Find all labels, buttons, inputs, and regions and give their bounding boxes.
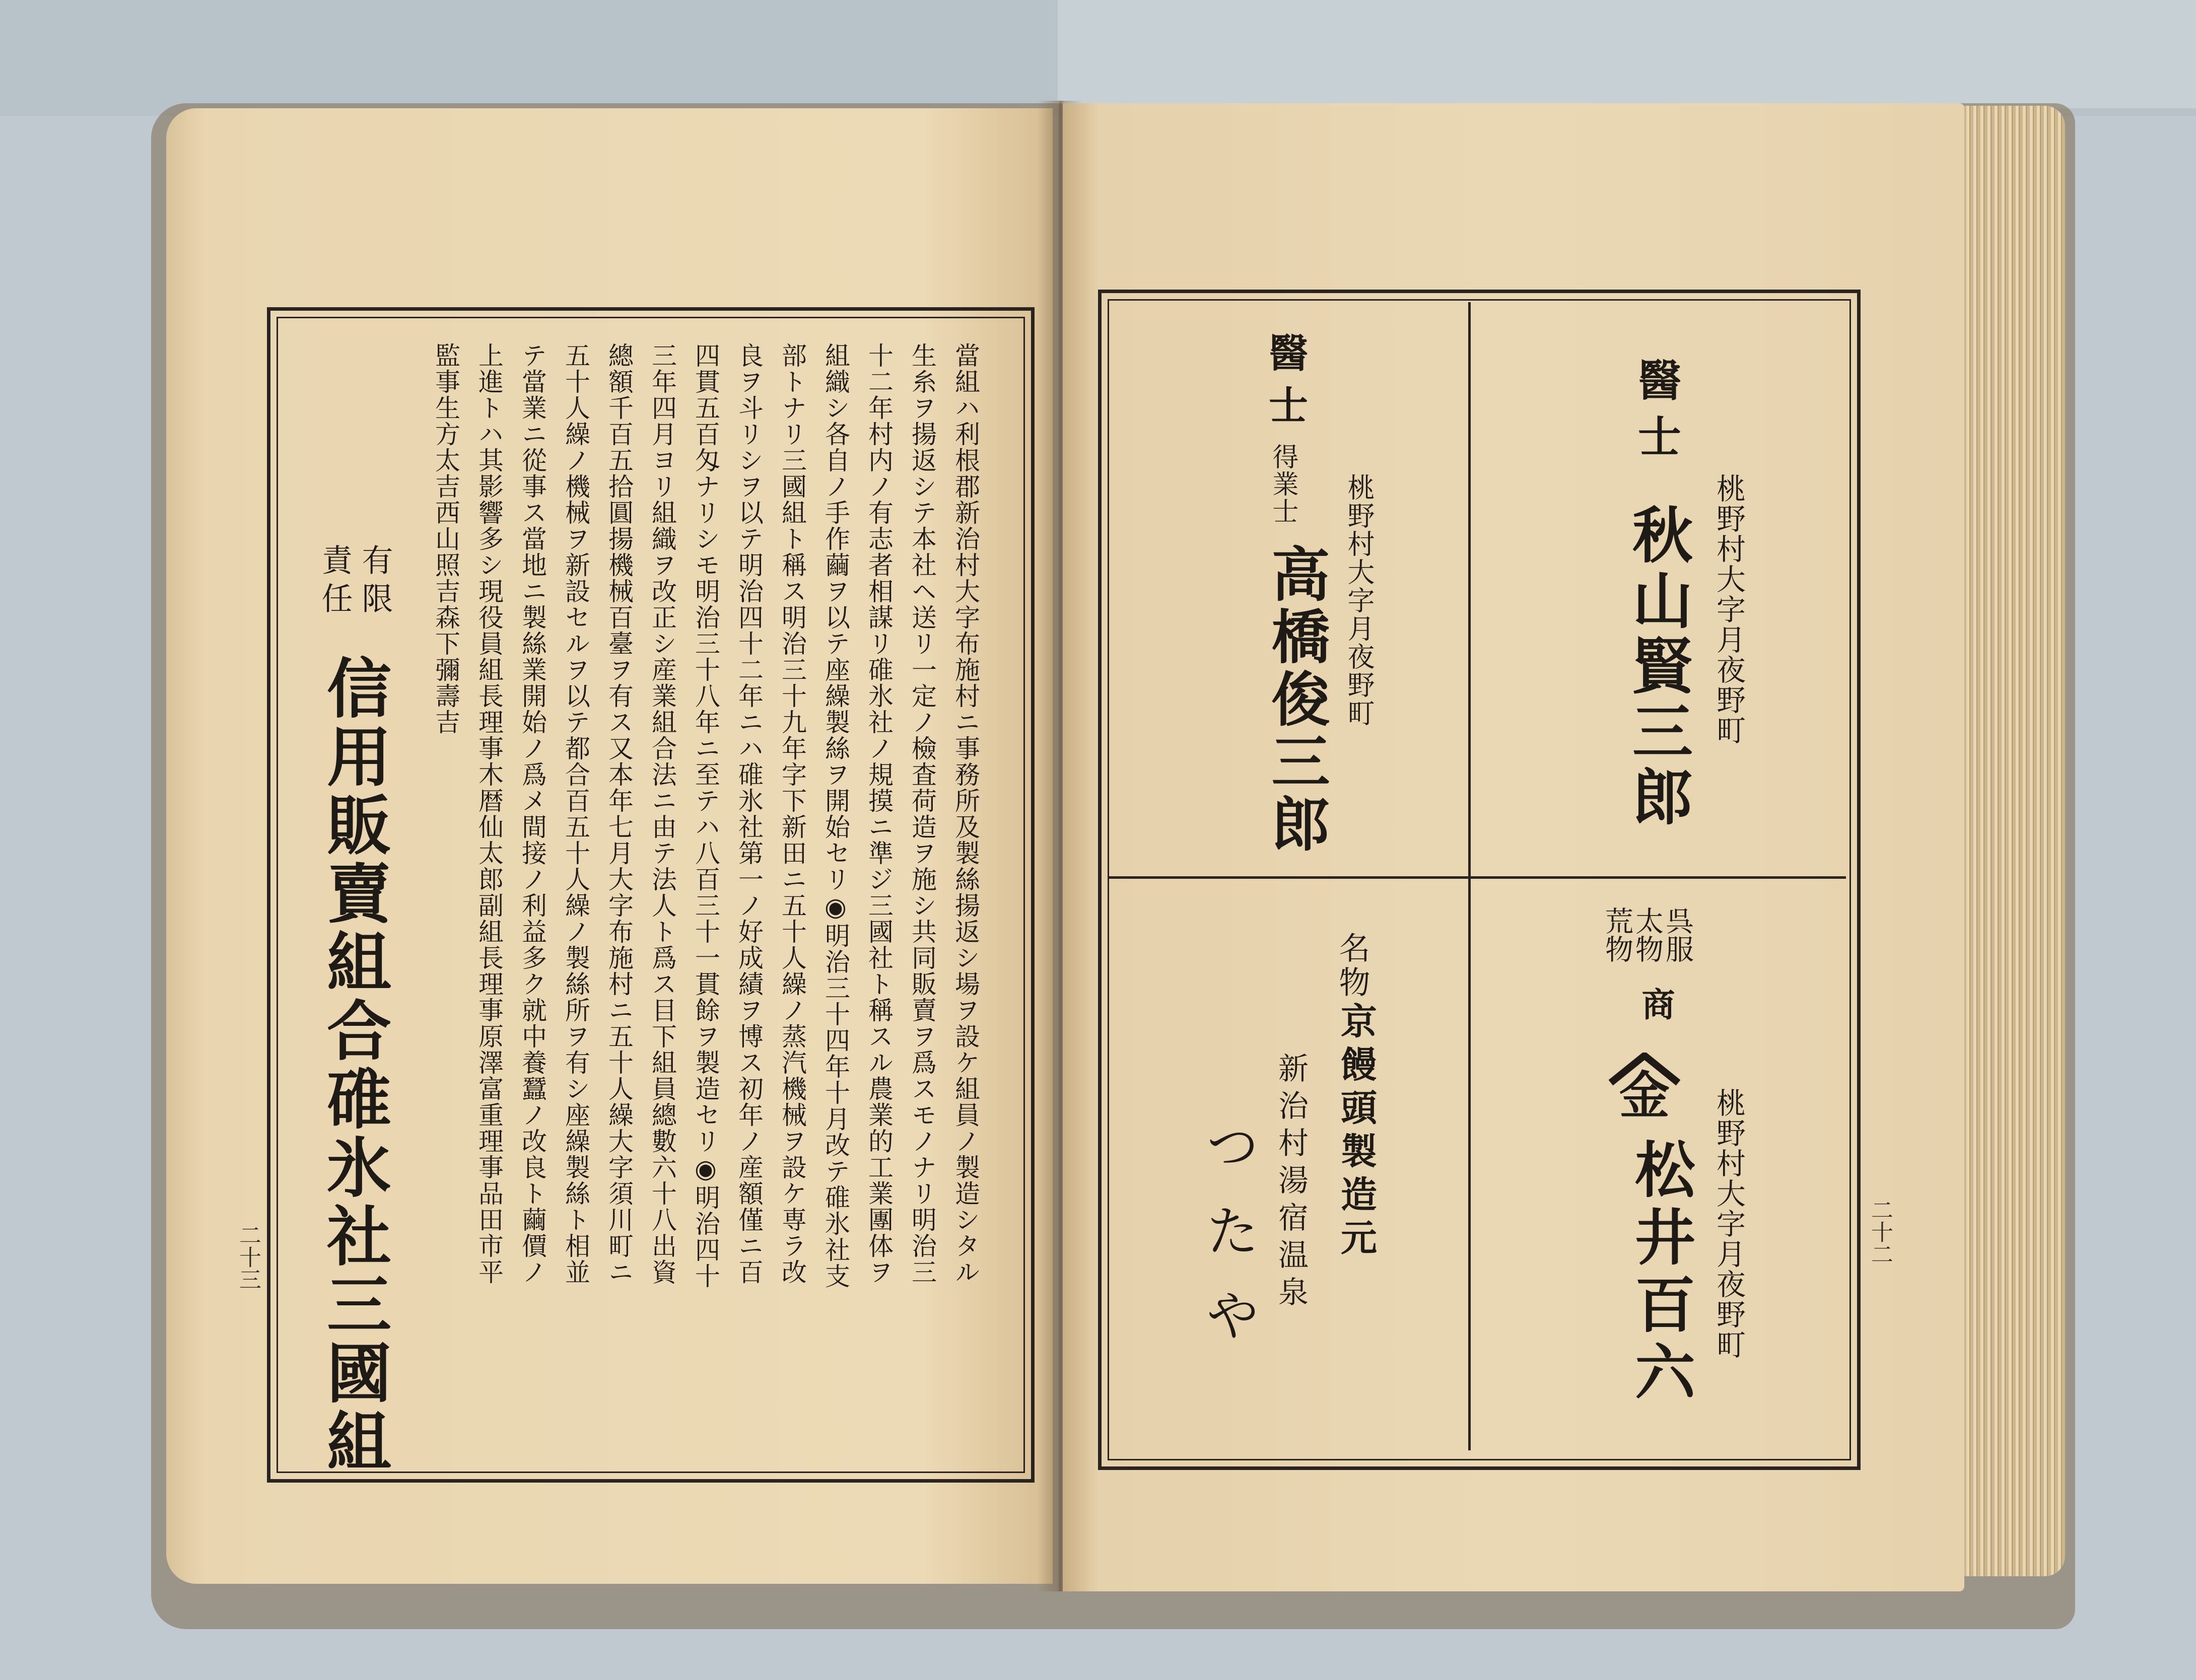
ad2-subtitle: 得業士 — [1268, 443, 1298, 525]
body-line: 部トナリ三國組ト稱ス明治三十九年字下新田ニ五十人繰ノ蒸汽機械ヲ設ケ専ラ改 — [778, 342, 807, 1285]
body-line: 生糸ヲ揚返シテ本社ヘ送リ一定ノ檢査荷造ヲ施シ共同販賣ヲ爲スモノナリ明治三 — [908, 342, 937, 1285]
ad1-name: 秋山賢三郎 — [1622, 504, 1693, 831]
ad4-name: つたや — [1196, 1118, 1259, 1372]
middle-divider — [1108, 876, 1846, 879]
ad3-category-3: 荒物 — [1601, 906, 1633, 963]
org-prefix-2: 責任 — [316, 544, 353, 620]
ad3-name: 松井百六 — [1625, 1138, 1696, 1408]
ad2-name: 高橋俊三郎 — [1262, 544, 1330, 856]
page-edges — [1949, 106, 2065, 1576]
page-number-left: 二十三 — [235, 1224, 261, 1290]
left-page-body — [413, 342, 987, 1465]
ad3-category-1: 呉服 — [1661, 906, 1694, 963]
body-line: 監事生方太吉西山照吉森下彌壽吉 — [431, 342, 460, 735]
body-line: 總額千百五拾圓揚機械百臺ヲ有ス又本年七月大字布施村ニ五十人繰大字須川町ニ — [604, 342, 634, 1285]
ad1-address: 桃野村大字月夜野町 — [1711, 473, 1746, 745]
background-strip — [1058, 0, 2196, 108]
body-line: 三年四月ヨリ組織ヲ改正シ産業組合法ニ由テ法人ト爲ス目下組員總數六十八出資 — [648, 342, 677, 1285]
body-line: テ當業ニ從事ス當地ニ製絲業開始ノ爲メ間接ノ利益多ク就中養蠶ノ改良ト繭價ノ — [518, 342, 547, 1285]
body-line: 良ヲ斗リシヲ以テ明治四十二年ニハ碓氷社第一ノ好成績ヲ博ス初年ノ産額僅ニ百 — [734, 342, 764, 1285]
page-number-right: 二十二 — [1867, 1199, 1893, 1265]
ad3-category-2: 太物 — [1631, 906, 1664, 963]
org-prefix-1: 有限 — [357, 544, 393, 620]
ad4-location: 新治村湯宿温泉 — [1273, 1053, 1309, 1313]
ad3-category-4: 商 — [1636, 987, 1675, 1020]
ad2-address: 桃野村大字月夜野町 — [1343, 473, 1375, 727]
ad1-title: 醫士 — [1630, 358, 1681, 470]
body-line: 四貫五百匁ナリシモ明治三十八年ニ至テハ八百三十一貫餘ヲ製造セリ◉明治四十 — [691, 342, 720, 1289]
body-line: 十二年村内ノ有志者相謀リ碓氷社ノ規摸ニ準ジ三國社ト稱スル農業的工業團体ヲ — [864, 342, 894, 1285]
ad4-product: 京饅頭製造元 — [1335, 1002, 1378, 1262]
org-name: 信用販賣組合碓氷社三國組 — [316, 655, 391, 1477]
ad4-label: 名物 — [1334, 932, 1370, 1000]
body-line: 當組ハ利根郡新治村大字布施村ニ事務所及製絲揚返シ場ヲ設ケ組員ノ製造シタル — [951, 342, 980, 1285]
body-line: 組織シ各自ノ手作繭ヲ以テ座繰製絲ヲ開始セリ◉明治三十四年十月改テ碓氷社支 — [821, 342, 850, 1289]
ad2-title: 醫士 — [1262, 332, 1308, 437]
body-line: 五十人繰ノ機械ヲ新設セルヲ以テ都合百五十人繰ノ製絲所ヲ有シ座繰製絲ト相並 — [561, 342, 590, 1285]
ad3-address: 桃野村大字月夜野町 — [1711, 1088, 1746, 1360]
body-line: 上進トハ其影響多シ現役員組長理事木暦仙太郎副組長理事原澤富重理事品田市平 — [474, 342, 504, 1285]
ad3-mark-char: 金 — [1619, 1066, 1670, 1125]
ad3-mark — [1607, 1053, 1682, 1123]
